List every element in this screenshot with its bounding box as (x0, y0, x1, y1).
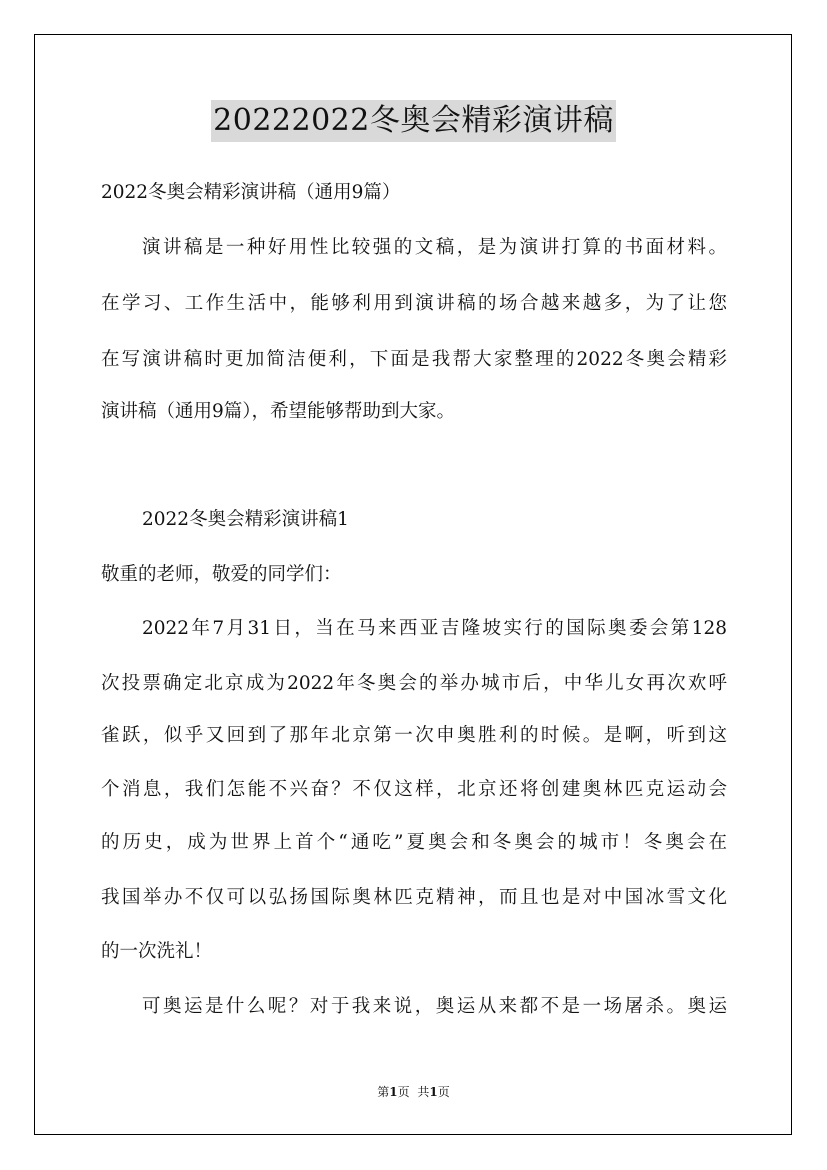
body-line-3: 雀跃，似乎又回到了那年北京第一次申奥胜利的时候。是啊，听到这 (101, 725, 727, 746)
intro-line-1: 演讲稿是一种好用性比较强的文稿，是为演讲打算的书面材料。 (142, 237, 727, 258)
footer-total-prefix: 共 (417, 1085, 430, 1099)
title-container (0, 100, 827, 142)
intro-line-4: 演讲稿（通用9篇），希望能够帮助到大家。 (101, 401, 456, 422)
footer-total-number: 1 (429, 1085, 438, 1099)
body-line-2: 次投票确定北京成为2022年冬奥会的举办城市后，中华儿女再次欢呼 (101, 673, 727, 694)
footer-page-number: 1 (389, 1085, 398, 1099)
page-footer (0, 1084, 827, 1100)
document-subtitle: 2022冬奥会精彩演讲稿（通用9篇） (101, 182, 401, 203)
intro-line-3: 在写演讲稿时更加简洁便利，下面是我帮大家整理的2022冬奥会精彩 (101, 349, 727, 370)
section-heading: 2022冬奥会精彩演讲稿1 (142, 509, 349, 530)
footer-page-mid: 页 (397, 1085, 410, 1099)
body-last-line: 可奥运是什么呢？对于我来说，奥运从来都不是一场屠杀。奥运 (142, 996, 727, 1017)
body-line-4: 个消息，我们怎能不兴奋？不仅这样，北京还将创建奥林匹克运动会 (101, 779, 727, 800)
body-line-5: 的历史，成为世界上首个“通吃”夏奥会和冬奥会的城市！冬奥会在 (101, 832, 727, 853)
intro-line-2: 在学习、工作生活中，能够利用到演讲稿的场合越来越多，为了让您 (101, 293, 727, 314)
document-title: 20222022冬奥会精彩演讲稿 (211, 100, 616, 142)
body-line-7: 的一次洗礼！ (101, 941, 213, 962)
footer-page-prefix: 第 (377, 1085, 390, 1099)
footer-total-suffix: 页 (437, 1085, 450, 1099)
salutation: 敬重的老师，敬爱的同学们： (101, 564, 342, 585)
body-line-6: 我国举办不仅可以弘扬国际奥林匹克精神，而且也是对中国冰雪文化 (101, 887, 727, 908)
body-line-1: 2022年7月31日，当在马来西亚吉隆坡实行的国际奥委会第128 (142, 618, 727, 639)
